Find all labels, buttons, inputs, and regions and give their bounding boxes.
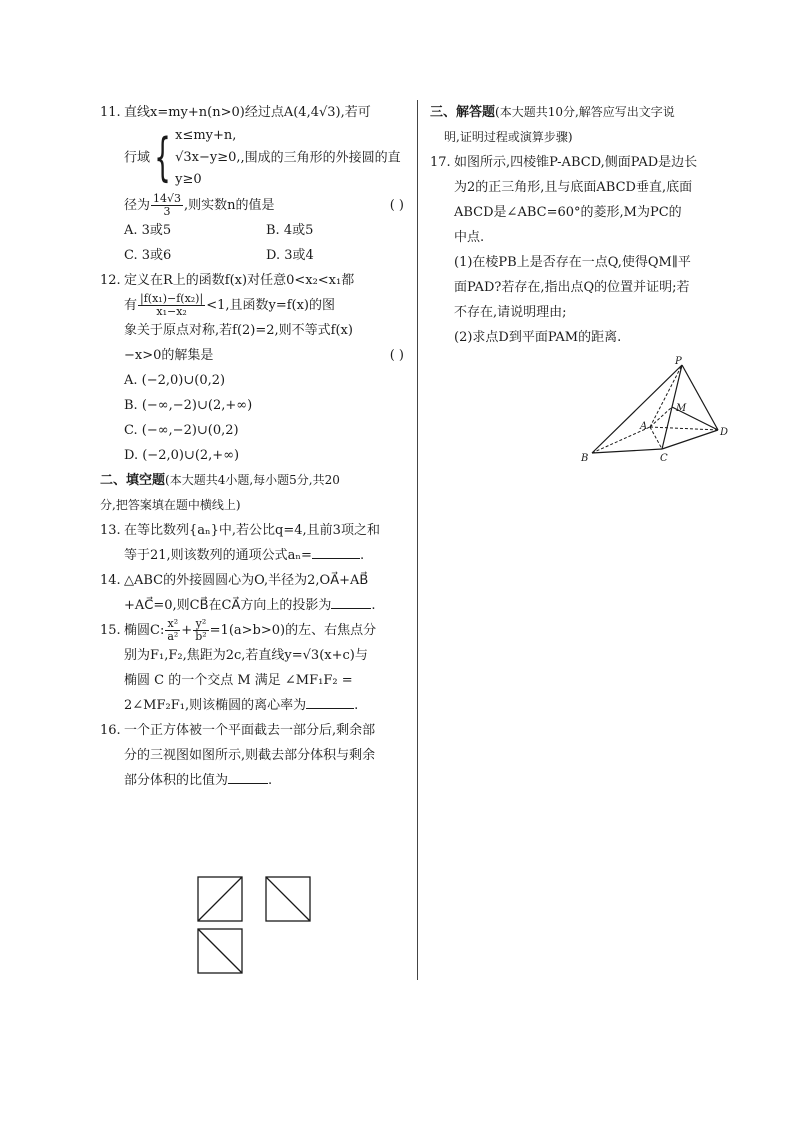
fraction-denominator: 3 <box>163 205 171 218</box>
section-3-header <box>430 100 730 125</box>
q11-after-system: ,围成的三角形的外接圆的直 <box>240 150 401 166</box>
right-column <box>430 100 730 350</box>
q17-part1-line: 面PAD?若存在,指出点Q的位置并证明;若 <box>454 280 690 295</box>
answer-paren: ( ) <box>389 348 404 363</box>
q17-stem-line: 中点. <box>454 230 485 245</box>
hidden-edge-ad <box>650 427 718 430</box>
q16-line3-row <box>124 768 408 793</box>
option-d: D. 3或4 <box>266 248 314 263</box>
edge-pd <box>682 365 718 430</box>
period: . <box>371 598 376 613</box>
plus-sign: + <box>181 623 193 638</box>
question-number: 17. <box>430 155 451 170</box>
answer-paren: ( ) <box>389 198 404 213</box>
question-12 <box>100 268 408 468</box>
fraction-numerator: y² <box>193 618 208 631</box>
question-number: 11. <box>100 105 121 120</box>
edge-cd <box>662 430 718 449</box>
option-c: C. (−∞,−2)∪(0,2) <box>124 423 239 438</box>
question-17 <box>430 150 730 350</box>
q16-line2: 分的三视图如图所示,则截去部分体积与剩余 <box>124 748 376 763</box>
fraction-numerator: |f(x₁)−f(x₂)| <box>140 292 204 305</box>
fraction <box>165 618 180 643</box>
hidden-segment-am <box>650 407 672 427</box>
options-row <box>124 218 408 243</box>
q11-line3-suffix: ,则实数n的值是 <box>184 198 275 213</box>
q11-line3-prefix: 径为 <box>124 198 151 213</box>
option-c: C. 3或6 <box>124 248 172 263</box>
system-line: y≥0 <box>175 172 202 187</box>
three-view-figure <box>197 876 317 976</box>
q13-line1: 在等比数列{aₙ}中,若公比q=4,且前3项之和 <box>124 523 380 538</box>
options-row <box>124 243 408 268</box>
q14-line2-row <box>124 593 408 618</box>
q15-line4: 2∠MF₂F₁,则该椭圆的离心率为 <box>124 698 307 713</box>
fraction-numerator: x² <box>165 618 180 631</box>
question-15 <box>100 618 408 718</box>
fraction <box>138 293 205 318</box>
q15-line1-suffix: =1(a>b>0)的左、右焦点分 <box>209 623 377 638</box>
q12-line2-suffix: <1,且函数y=f(x)的图 <box>206 298 336 313</box>
pyramid-figure <box>578 355 738 467</box>
q14-line2: +AC⃗=0,则CB⃗在CA⃗方向上的投影为 <box>124 598 332 613</box>
label-m: M <box>676 403 687 414</box>
q11-line1: 直线x=my+n(n>0)经过点A(4,4√3),若可 <box>124 105 371 120</box>
q17-stem-line: ABCD是∠ABC=60°的菱形,M为PC的 <box>454 205 682 220</box>
question-number: 15. <box>100 623 121 638</box>
q11-prefix: 行域 <box>124 150 151 166</box>
option-a: A. 3或5 <box>124 223 172 238</box>
label-p: P <box>675 356 682 367</box>
q12-line4: −x>0的解集是 <box>124 348 214 363</box>
q15-line1-prefix: 椭圆C: <box>124 623 165 638</box>
q16-line1: 一个正方体被一个平面截去一部分后,剩余部 <box>124 723 376 738</box>
question-14 <box>100 568 408 618</box>
front-view <box>198 877 242 921</box>
q17-stem-line: 如图所示,四棱锥P-ABCD,侧面PAD是边长 <box>454 155 698 170</box>
q11-line2 <box>124 125 408 191</box>
q12-line4-row <box>124 343 408 368</box>
hidden-edge-ap <box>650 365 682 427</box>
answer-blank <box>306 694 354 709</box>
question-13 <box>100 518 408 568</box>
q12-line3: 象关于原点对称,若f(2)=2,则不等式f(x) <box>124 323 353 338</box>
question-number: 16. <box>100 723 121 738</box>
q13-line2-row <box>124 543 408 568</box>
section-note-line2: 明,证明过程或演算步骤) <box>444 130 573 144</box>
left-column <box>100 100 408 793</box>
q16-line3: 部分体积的比值为 <box>124 773 229 788</box>
fraction-denominator: x₁−x₂ <box>156 305 187 318</box>
option-a: A. (−2,0)∪(0,2) <box>124 373 226 388</box>
hidden-segment-ac <box>650 427 662 449</box>
period: . <box>359 548 365 563</box>
section-2-header <box>100 468 408 493</box>
q15-line1 <box>124 618 408 643</box>
q13-line2: 等于21,则该数列的通项公式aₙ= <box>124 548 312 563</box>
answer-blank <box>228 769 268 784</box>
q12-line1: 定义在R上的函数f(x)对任意0<x₂<x₁都 <box>124 273 355 288</box>
fraction-denominator: a² <box>167 630 179 643</box>
q17-part2-line: (2)求点D到平面PAM的距离. <box>454 330 622 345</box>
q15-line3: 椭圆 C 的一个交点 M 满足 ∠MF₁F₂ = <box>124 673 353 688</box>
q11-line3 <box>124 193 408 218</box>
label-d: D <box>720 427 729 438</box>
question-number: 14. <box>100 573 121 588</box>
q17-stem-line: 为2的正三角形,且与底面ABCD垂直,底面 <box>454 180 693 195</box>
answer-blank <box>312 544 360 559</box>
question-11 <box>100 100 408 268</box>
section-title: 二、填空题 <box>100 473 166 488</box>
q15-line2: 别为F₁,F₂,焦距为2c,若直线y=√3(x+c)与 <box>124 648 368 663</box>
top-view <box>198 929 242 973</box>
section-note-line2: 分,把答案填在题中横线上) <box>100 498 241 512</box>
q17-part1-line: 不存在,请说明理由; <box>454 305 567 320</box>
q15-line4-row <box>124 693 408 718</box>
label-b: B <box>581 453 589 464</box>
period: . <box>268 773 273 788</box>
answer-blank <box>331 594 371 609</box>
fraction <box>151 193 183 218</box>
label-c: C <box>660 453 668 464</box>
column-divider <box>417 100 418 980</box>
system-line: x≤my+n, <box>175 128 237 143</box>
left-brace: { <box>154 128 171 188</box>
inequality-system <box>150 125 241 191</box>
period: . <box>354 698 359 713</box>
question-number: 12. <box>100 273 121 288</box>
section-note: (本大题共4小题,每小题5分,共20 <box>165 473 340 487</box>
fraction-denominator: b² <box>195 630 207 643</box>
side-view <box>266 877 310 921</box>
option-b: B. 4或5 <box>266 223 314 238</box>
section-title: 三、解答题 <box>430 105 496 120</box>
fraction-numerator: 14√3 <box>153 192 182 205</box>
edge-pb <box>592 365 682 453</box>
q12-line2-prefix: 有 <box>124 298 138 313</box>
option-d: D. (−2,0)∪(2,+∞) <box>124 448 240 463</box>
label-a: A <box>640 421 648 432</box>
q12-line2 <box>124 293 408 318</box>
q14-line1: △ABC的外接圆圆心为O,半径为2,OA⃗+AB⃗ <box>124 573 369 588</box>
question-16 <box>100 718 408 793</box>
q17-part1-line: (1)在棱PB上是否存在一点Q,使得QM∥平 <box>454 255 691 270</box>
edge-bc <box>592 449 662 453</box>
question-number: 13. <box>100 523 121 538</box>
fraction <box>193 618 208 643</box>
section-note: (本大题共10分,解答应写出文字说 <box>495 105 675 119</box>
system-line: √3x−y≥0, <box>175 150 241 165</box>
option-b: B. (−∞,−2)∪(2,+∞) <box>124 398 253 413</box>
